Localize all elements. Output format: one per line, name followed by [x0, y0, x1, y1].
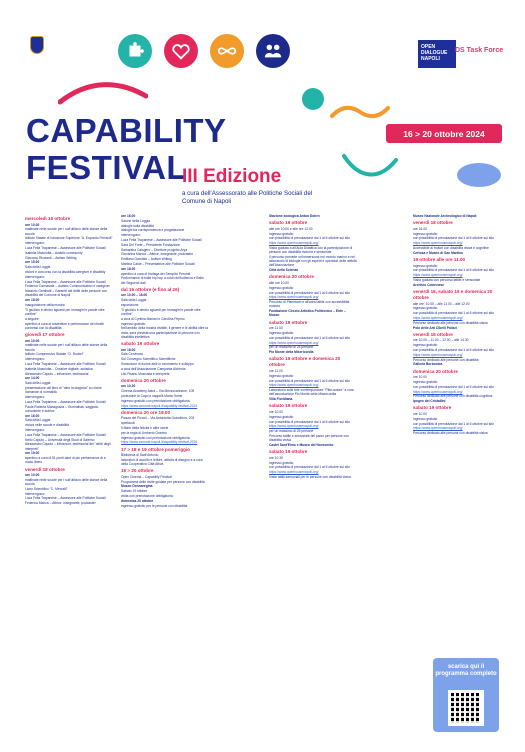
- title-line-2: FESTIVAL: [26, 149, 188, 186]
- event-text: mattinate nelle scuole per i sull'utilizzo delle stanze della scuola: [25, 343, 108, 352]
- event-text: intervengono:: [25, 274, 45, 279]
- event-text: Giacomo Ricciardi – Autism Writing: [25, 255, 77, 260]
- decor-swoosh-teal: [340, 150, 400, 184]
- event-date-heading: mercoledì 16 ottobre: [25, 216, 71, 221]
- event-text: Luca Fella Trapanese – Assessore alle Politiche Sociali: [25, 361, 106, 366]
- event-text: Maurizio Gentilotti – Garante dei diritti delle persone con disabilità del Comune di Napoli: [25, 289, 108, 298]
- booking-link[interactable]: https://www.openhousenapoli.org/: [269, 470, 319, 475]
- ds-task-force-logo: [455, 47, 503, 54]
- event-text: Visita guidata a all'Aula Didattica con la partecipazione di persone con disabilità motoria e sensoriale: [269, 245, 353, 255]
- event-heading: Città della Scienza: [269, 268, 298, 273]
- event-text: ingresso gratuito: [269, 373, 294, 378]
- event-text: Percorso tattile e sensoriale del parco per persone con disabilità visiva: [269, 433, 349, 443]
- event-text: a cura di Cynthia Mariani e Carolina Pepino: [121, 316, 185, 321]
- event-text: Accessibile ai fruitori con disabilità visiva e cognitive: [413, 245, 489, 250]
- event-text: Laboratorio sulle tele contemporanee "Pitie-autore" a cura dell'associazione Pio Monte della Misericordia: [269, 388, 354, 397]
- subtitle: a cura dell'Assessorato alle Politiche Sociali del Comune di Napoli: [182, 190, 313, 205]
- event-text: Istituto Statale di Istruzione Superiore "A. Esposito Ferraioli": [25, 236, 113, 241]
- puzzle-icon: [118, 34, 152, 68]
- event-text: Federica Cannavale – Autistic Communication e caregiver: [25, 284, 110, 289]
- event-text: Nello Caputo – Università degli Studi di Salerno: [25, 437, 95, 442]
- event-text: ore 10.00: [413, 411, 427, 416]
- event-text: con possibilità di prenotazione dal 1 al 6 ottobre sul sito: [413, 384, 494, 389]
- decor-circle-teal: [300, 86, 326, 112]
- event-text: ore 11.00: [269, 326, 283, 331]
- event-text: con possibilità di prenotazione dal 1 al 6 ottobre sul sito: [413, 421, 494, 426]
- theme-icons: [118, 34, 290, 68]
- event-heading: Museo Donnaregina: [121, 484, 153, 489]
- event-text: Istituto Comprensivo Statale "G. Rodari": [25, 352, 84, 357]
- event-text: Programma delle visite guidate per persone con disabilità: [121, 479, 205, 484]
- event-text: con possibilità di prenotazione dal 1 al 6 ottobre sul sito: [413, 268, 494, 273]
- event-text: ingresso gratuito: [413, 306, 438, 311]
- event-date-heading: venerdì 18, sabato 19 e domenica 20 ottobre: [413, 288, 493, 300]
- booking-link[interactable]: https://www.openhousenapoli.org/: [413, 315, 463, 320]
- event-text: laboratori di ascolto e letture, attività di disegno e a cura della Cooperativa Città Attiva: [121, 457, 203, 467]
- event-text: con possibilità di prenotazione dal 1 al 6 ottobre sul sito: [413, 311, 494, 316]
- event-text: Il Mare della felicità e altre storie: [121, 425, 169, 430]
- event-heading: Ipogeo dei Cristallini: [413, 399, 446, 404]
- booking-link[interactable]: https://www.openhousenapoli.org/: [269, 383, 319, 388]
- event-date-heading: domenica 20 ottobre: [121, 377, 166, 383]
- decor-blob-blue: [455, 160, 503, 190]
- booking-link[interactable]: https://www.comune.napoli.it/capability-festival-2024: [121, 403, 198, 408]
- event-heading: ore 16.00: [121, 214, 136, 218]
- event-text: Nell'ambito della mostra visibile, il genere e le abilità oltre la vista, sarà prevista una partecipazione di persone con disabilità intellettiva: [121, 326, 208, 339]
- event-text: alle ore: 10.00 – alle 11.00 – alle 12.00: [413, 301, 470, 306]
- event-text: ingresso gratuito: [269, 285, 294, 290]
- program-columns: [25, 214, 503, 734]
- event-text: Luca Fella Trapanese – Assessore alle Politiche Sociali: [25, 496, 106, 501]
- event-text: proiezione di Capo e cappelli Marta Home: [121, 393, 183, 398]
- event-text: intervengono:: [25, 427, 45, 432]
- program-column-4: [413, 214, 501, 436]
- event-heading: Galleria Borbonica: [413, 362, 443, 367]
- event-text: alle ore 10:00 e alle ore 12:00: [269, 226, 313, 231]
- event-text: Isabella Masciotta – Autistic community: [25, 250, 83, 255]
- event-text: Sala Cervinara: [121, 352, 143, 357]
- event-heading: Fondazione Circolo Artistico Politecnico – Ente – Museo: [269, 309, 346, 318]
- title-line-1: CAPABILITY: [26, 112, 227, 149]
- event-heading: ore 14.00: [25, 376, 40, 381]
- event-text: ore 10.00 – 11.00 – 12.00 – alle 14.30: [413, 338, 469, 343]
- event-text: Percorso dedicato alle persone con disabilità visiva: [413, 431, 488, 436]
- event-date-heading: sabato 19 ottobre: [269, 403, 308, 409]
- event-text: per la regia di Umberto Gravino: [121, 430, 167, 435]
- event-text: alle ore 10.00: [269, 280, 289, 285]
- decor-wave-orange: [330, 100, 390, 122]
- event-text: ingresso gratuito: [269, 330, 294, 335]
- booking-link[interactable]: https://www.openhousenapoli.org/: [413, 273, 463, 278]
- event-text: ore 10.00: [269, 409, 283, 414]
- event-text: intervengono:: [121, 233, 141, 238]
- event-heading: ore 10.00: [25, 338, 40, 343]
- people-icon: [256, 34, 290, 68]
- event-text: Isabella Masciotta – Creative digitale, autistica: [25, 366, 93, 371]
- event-text: con possibilità di prenotazione dal 1 al 6 ottobre sul sito: [269, 419, 350, 424]
- event-date-heading: 17 > 18 e 19 ottobre pomeriggio: [121, 446, 191, 452]
- event-text: ingresso gratuito: [269, 231, 294, 236]
- event-text: Paola Roberta Mariagrazia – Giornalista, saggista, consulente e autrice: [25, 404, 99, 413]
- event-text: spettacoli: [121, 421, 135, 426]
- program-column-2: [121, 214, 209, 508]
- event-heading: Museo Nazionale Archeologico di Napoli: [413, 214, 477, 218]
- event-text: con possibilità di prenotazione dal 1 al 6 ottobre sul sito: [413, 347, 494, 352]
- event-text: con possibilità di prenotazione dal 1 al 6 ottobre sul sito: [269, 236, 350, 241]
- event-text: Biblioteca di Sant'Antonio: [121, 453, 159, 458]
- event-text: aperitivo a cura di Huitaga dei Semplici Peronei: [121, 271, 191, 276]
- event-text: a cura dell'Associazione Campania Alchimia: [121, 366, 186, 371]
- event-text: per un massimo di 25 persone: [269, 345, 314, 350]
- event-date-heading: sabato 19 ottobre: [269, 449, 308, 455]
- event-text: aperitivo a cura di sostenitori e performance dei ritratti connessi con la disabilità: [25, 321, 104, 330]
- event-text: con possibilità di prenotazione dal 1 al 6 ottobre sul sito: [413, 236, 494, 241]
- booking-link[interactable]: https://www.openhousenapoli.org/: [413, 426, 463, 431]
- event-date-heading: domenica 20 ore 18.00: [121, 409, 171, 415]
- open-dialogue-logo: OPEN DIALOGUE NAPOLI: [418, 40, 456, 68]
- qr-label: scarica qui il programma completo: [435, 664, 497, 677]
- event-date-heading: sabato 19 ottobre: [269, 319, 308, 325]
- booking-link[interactable]: https://www.openhousenapoli.org/: [269, 295, 319, 300]
- edition-label: III Edizione: [182, 166, 282, 187]
- event-text: per un massimo di 25 persone: [269, 429, 314, 434]
- event-text: Percorso dedicato alle persone con disabilità: [413, 357, 479, 362]
- event-heading: ore 10.00: [25, 222, 40, 227]
- event-text: Lito Pisanu Musicista e interprete: [121, 371, 170, 376]
- booking-link[interactable]: https://www.openhousenapoli.org/: [269, 340, 319, 345]
- event-text: Alessandro Caputo – influencer, testimonial dei "diritti degli interpreti": [25, 442, 111, 451]
- event-text: Percorso dedicato alle persone con disabilità visiva: [413, 320, 488, 325]
- event-text: a seguire:: [25, 316, 40, 321]
- event-text: Visita guidata con percorso tattile e sensoriale: [413, 277, 481, 282]
- event-text: Federica Manca – Attrice, insegnante, podcaster: [25, 501, 96, 506]
- event-text: ore 10.00: [413, 375, 427, 380]
- event-text: Percorso dedicato alle persone con disabilità cognitiva: [413, 394, 493, 399]
- booking-link[interactable]: https://www.openhousenapoli.org/: [413, 389, 463, 394]
- event-text: Sabato 19 ottobre: [121, 489, 148, 494]
- event-text: Emiliano Garofalo – Autism Writing: [121, 257, 172, 262]
- event-heading: Villa Floridiana: [269, 397, 293, 402]
- booking-link[interactable]: https://www.openhousenapoli.org/: [269, 241, 319, 246]
- qr-code-icon[interactable]: [448, 690, 484, 726]
- event-heading: Pio Monte della Misericordia: [269, 350, 314, 355]
- event-text: visioni e concorso con la disabilità caregiver e disability: [25, 269, 106, 274]
- heart-hands-icon: [164, 34, 198, 68]
- event-text: Il percorso prevede un'immersione nel mondo marino e nel laboratorio di biologia con gli esperti e operatori delle attività dell'Associazione: [269, 254, 357, 268]
- event-text: con possibilità di prenotazione dal 1 al 6 ottobre sul sito: [269, 378, 350, 383]
- event-text: esposizione: [121, 302, 139, 307]
- event-text: visioni nelle scuole e disabilità: [25, 423, 69, 428]
- event-text: Samantha Calogero – Direttore progetto Arya: [121, 247, 188, 252]
- event-text: Cinema Academy Astra – Via Mezzocannone, 109: [121, 389, 195, 394]
- napoli-crest-icon: [30, 36, 44, 54]
- event-text: visita con prenotazione obbligatoria: [121, 494, 173, 499]
- event-text: ingresso gratuito: [269, 460, 294, 465]
- decor-swoosh-magenta: [58, 78, 148, 108]
- event-text: con possibilità di prenotazione dal 1 al 6 ottobre sul sito: [269, 335, 350, 340]
- event-text: ore 10.30: [269, 455, 283, 460]
- event-text: ingresso gratuito: [413, 231, 438, 236]
- event-text: Sala della Loggia: [25, 381, 51, 386]
- event-text: Percorso di Planetario e all'area tattile con accessibilità motoria: [269, 300, 350, 309]
- event-text: Open Cinema – Capability Festival: [121, 474, 172, 479]
- event-text: Salone della Loggia: [121, 218, 150, 223]
- event-date-heading: 19 ottobre alle ore 11.00: [413, 256, 466, 262]
- event-text: presentazione del libro di "oltre la diagnosi" su vicine domande di normalità: [25, 385, 102, 395]
- event-heading: ore 16.00: [25, 413, 40, 418]
- event-text: Luca Fella Trapanese – Assessore alle Politiche Sociali: [121, 237, 202, 242]
- event-text: ingresso gratuito con prenotazione obbligatoria: [121, 435, 190, 440]
- event-date-heading: sabato 19 ottobre: [121, 340, 160, 346]
- event-date-heading: venerdì 18 ottobre: [413, 220, 453, 226]
- event-text: ore 11.00: [269, 368, 283, 373]
- event-text: Sala della Loggia: [25, 418, 51, 423]
- event-text: intervengono:: [25, 357, 45, 362]
- event-text: Alessandro Caputo – influencer, testimonial: [25, 371, 89, 376]
- event-text: Liceo Scientifico "C. Mercalli": [25, 486, 68, 491]
- event-date-heading: domenica 20 ottobre: [413, 368, 458, 374]
- event-heading: ore 18.00: [121, 347, 136, 352]
- event-text: ingresso gratuito: [413, 343, 438, 348]
- event-text: Luca Fella Trapanese – Assessore alle Politiche Sociali: [25, 432, 106, 437]
- infinity-icon: [210, 34, 244, 68]
- event-date-heading: dal 16 ottobre (e fino al 26): [121, 286, 180, 292]
- event-text: intervengono:: [25, 394, 45, 399]
- event-text: ingresso gratuito: [413, 379, 438, 384]
- event-heading: ore 18.00: [25, 298, 40, 303]
- event-text: intervengono:: [25, 241, 45, 246]
- festival-header: [0, 0, 525, 205]
- program-column-3: [269, 214, 357, 480]
- event-date-heading: domenica 20 ottobre: [269, 274, 314, 280]
- event-text: Martina Calde – Presentatrice alle Politiche Sociali: [121, 261, 195, 266]
- event-text: Performance di balle hip hop a colori dell'udienza e Ballo dei Seguenti dati: [121, 276, 204, 285]
- event-text: intervengono:: [25, 491, 45, 496]
- event-date-heading: venerdì 18 ottobre: [413, 331, 453, 337]
- event-text: aperitivo a cura di 51 punti dare di più performance di a nuoto libero: [25, 456, 106, 465]
- event-date-heading: sabato 19 ottobre: [413, 405, 452, 411]
- event-text: Sala della Loggia: [121, 298, 147, 303]
- event-heading: Stazione zoologica Anton Dohrn: [269, 214, 320, 218]
- event-text: con possibilità di prenotazione dal 1 al 6 ottobre sul sito: [269, 290, 350, 295]
- booking-link[interactable]: https://www.comune.napoli.it/capability-festival-2024: [121, 440, 198, 445]
- event-heading: Certosa e Museo di San Martino: [413, 250, 464, 255]
- program-column-1: [25, 214, 113, 506]
- event-heading: ore 18.00: [121, 266, 136, 271]
- event-text: Visite tattili-sensoriali per le persone con disabilità visiva: [269, 474, 351, 479]
- event-text: Giovanna Manca – Attrice, insegnante, podcaster: [121, 252, 194, 257]
- event-text: Sala della Loggia: [25, 265, 51, 270]
- event-date-heading: giovedì 17 ottobre: [25, 331, 65, 337]
- event-text: dialoghi tra corrispondenza e progettazione: [121, 228, 185, 233]
- event-heading: ore 10.00: [25, 473, 40, 478]
- event-text: Sul Convegno Scientifico Scientifiche: [121, 357, 176, 362]
- event-date-heading: 19 > 20 ottobre: [121, 468, 154, 474]
- event-heading: domenica 20 ottobre: [121, 498, 154, 503]
- event-heading: ore 10.30: [121, 384, 136, 389]
- event-text: ingresso gratuito con prenotazione obbligatoria: [121, 398, 190, 403]
- event-text: dialoghi sulla disabilità: [121, 223, 154, 228]
- event-text: "Il giudizio è dentro sguardi per immagini e parole oltre confine": [121, 307, 201, 316]
- event-text: mattinate nelle scuole per i sull'utilizzo delle stanze della scuola: [25, 227, 108, 236]
- event-text: ingresso gratuito per le persone con disabilità: [121, 503, 188, 508]
- event-date-heading: venerdì 18 ottobre: [25, 466, 65, 472]
- booking-link[interactable]: https://www.openhousenapoli.org/: [413, 352, 463, 357]
- event-text: ingresso gratuito: [413, 263, 438, 268]
- event-text: ingresso gratuito: [121, 321, 146, 326]
- event-text: Sara Del Forte – Presidente Fondazione: [121, 242, 181, 247]
- event-text: l'inclusione di donne abili in movimento e sviluppo: [121, 361, 194, 366]
- event-text: ore 16.00: [413, 226, 427, 231]
- booking-link[interactable]: https://www.openhousenapoli.org/: [413, 241, 463, 246]
- event-heading: ore 10.00 – 18.00: [121, 293, 148, 298]
- event-text: ingresso gratuito: [269, 414, 294, 419]
- event-text: inaugurazione della mostra: [25, 302, 65, 307]
- event-heading: Castel Sant'Elmo e Museo del Novecento: [269, 442, 334, 447]
- event-text: ingresso gratuito: [413, 416, 438, 421]
- event-heading: Polo delle Arti Cibelli Palizzi: [413, 325, 457, 330]
- event-text: Luca Fella Trapanese – Assessore alle Politiche Sociali: [25, 245, 106, 250]
- event-date-heading: sabato 19 ottobre e domenica 20 ottobre: [269, 356, 341, 368]
- event-text: mattinate nelle scuole per i sull'utilizzo delle stanze della scuola: [25, 477, 108, 487]
- event-text: Luca Fella Trapanese – Assessore alle Politiche Sociali: [25, 279, 106, 284]
- ds-task-force-label: DS Task Force: [455, 47, 504, 54]
- event-text: Luca Fella Trapanese – Assessore alle Politiche Sociali: [25, 399, 106, 404]
- booking-link[interactable]: https://www.openhousenapoli.org/: [269, 424, 319, 429]
- event-heading: ore 15.00: [25, 260, 40, 265]
- event-date-heading: sabato 19 ottobre: [269, 220, 308, 226]
- event-heading: ore 19.00: [25, 451, 40, 456]
- event-text: Piazza dei Piccoli – Via Antonietta Gramifono, 203: [121, 416, 195, 421]
- event-heading: Archivio Colonnese: [413, 282, 444, 287]
- festival-dates-badge: 16 > 20 ottobre 2024: [386, 124, 502, 143]
- event-text: con possibilità di prenotazione dal 1 al 6 ottobre sul sito: [269, 465, 350, 470]
- event-text: "Il giudizio è dentro sguardi per immagini e parole oltre confine": [25, 307, 105, 316]
